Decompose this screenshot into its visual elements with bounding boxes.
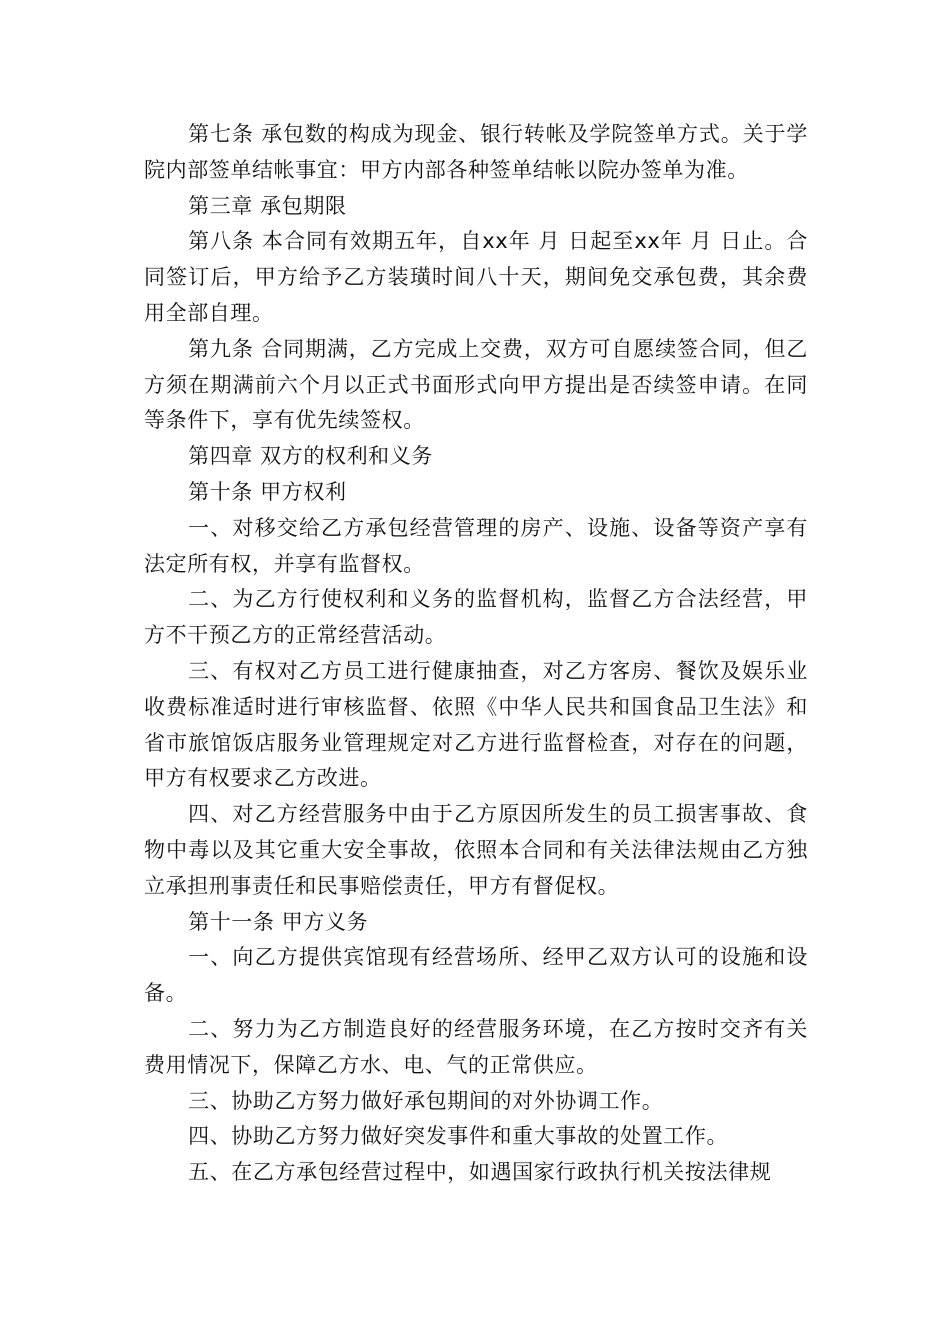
- article-7-paragraph: 第七条 承包数的构成为现金、银行转帐及学院签单方式。关于学院内部签单结帐事宜：甲方内部各种签单结帐以院办签单为准。: [144, 122, 808, 182]
- article-10-heading: 第十条 甲方权利: [188, 479, 347, 504]
- document-body: [144, 117, 808, 1191]
- party-a-duty-4: 四、协助乙方努力做好突发事件和重大事故的处置工作。: [188, 1124, 729, 1149]
- party-a-duty-3: 三、协助乙方努力做好承包期间的对外协调工作。: [188, 1088, 664, 1113]
- party-a-right-2: 二、为乙方行使权利和义务的监督机构，监督乙方合法经营，甲方不干预乙方的正常经营活动。: [144, 587, 808, 648]
- party-a-duty-5: 五、在乙方承包经营过程中，如遇国家行政执行机关按法律规: [188, 1160, 772, 1185]
- party-a-duty-1: 一、向乙方提供宾馆现有经营场所、经甲乙双方认可的设施和设备。: [144, 945, 808, 1006]
- party-a-right-4: 四、对乙方经营服务中由于乙方原因所发生的员工损害事故、食物中毒以及其它重大安全事故，依照本合同和有关法律法规由乙方独立承担刑事责任和民事赔偿责任，甲方有督促权。: [144, 802, 808, 898]
- party-a-right-1: 一、对移交给乙方承包经营管理的房产、设施、设备等资产享有法定所有权，并享有监督权。: [144, 515, 808, 576]
- article-9-paragraph: 第九条 合同期满，乙方完成上交费，双方可自愿续签合同，但乙方须在期满前六个月以正式书面形式向甲方提出是否续签申请。在同等条件下，享有优先续签权。: [144, 336, 808, 433]
- chapter-4-heading: 第四章 双方的权利和义务: [188, 444, 433, 469]
- article-11-heading: 第十一条 甲方义务: [188, 909, 369, 934]
- party-a-duty-2: 二、努力为乙方制造良好的经营服务环境，在乙方按时交齐有关费用情况下，保障乙方水、电、气的正常供应。: [144, 1016, 808, 1077]
- party-a-right-3: 三、有权对乙方员工进行健康抽查，对乙方客房、餐饮及娱乐业收费标准适时进行审核监督、依照《中华人民共和国食品卫生法》和省市旅馆饭店服务业管理规定对乙方进行监督检查，对存在的问题，甲方有权要求乙方改进。: [144, 658, 808, 791]
- chapter-3-heading: 第三章 承包期限: [188, 193, 347, 218]
- article-8-paragraph: 第八条 本合同有效期五年，自xx年 月 日起至xx年 月 日止。合同签订后，甲方给予乙方装璜时间八十天，期间免交承包费，其余费用全部自理。: [144, 229, 808, 325]
